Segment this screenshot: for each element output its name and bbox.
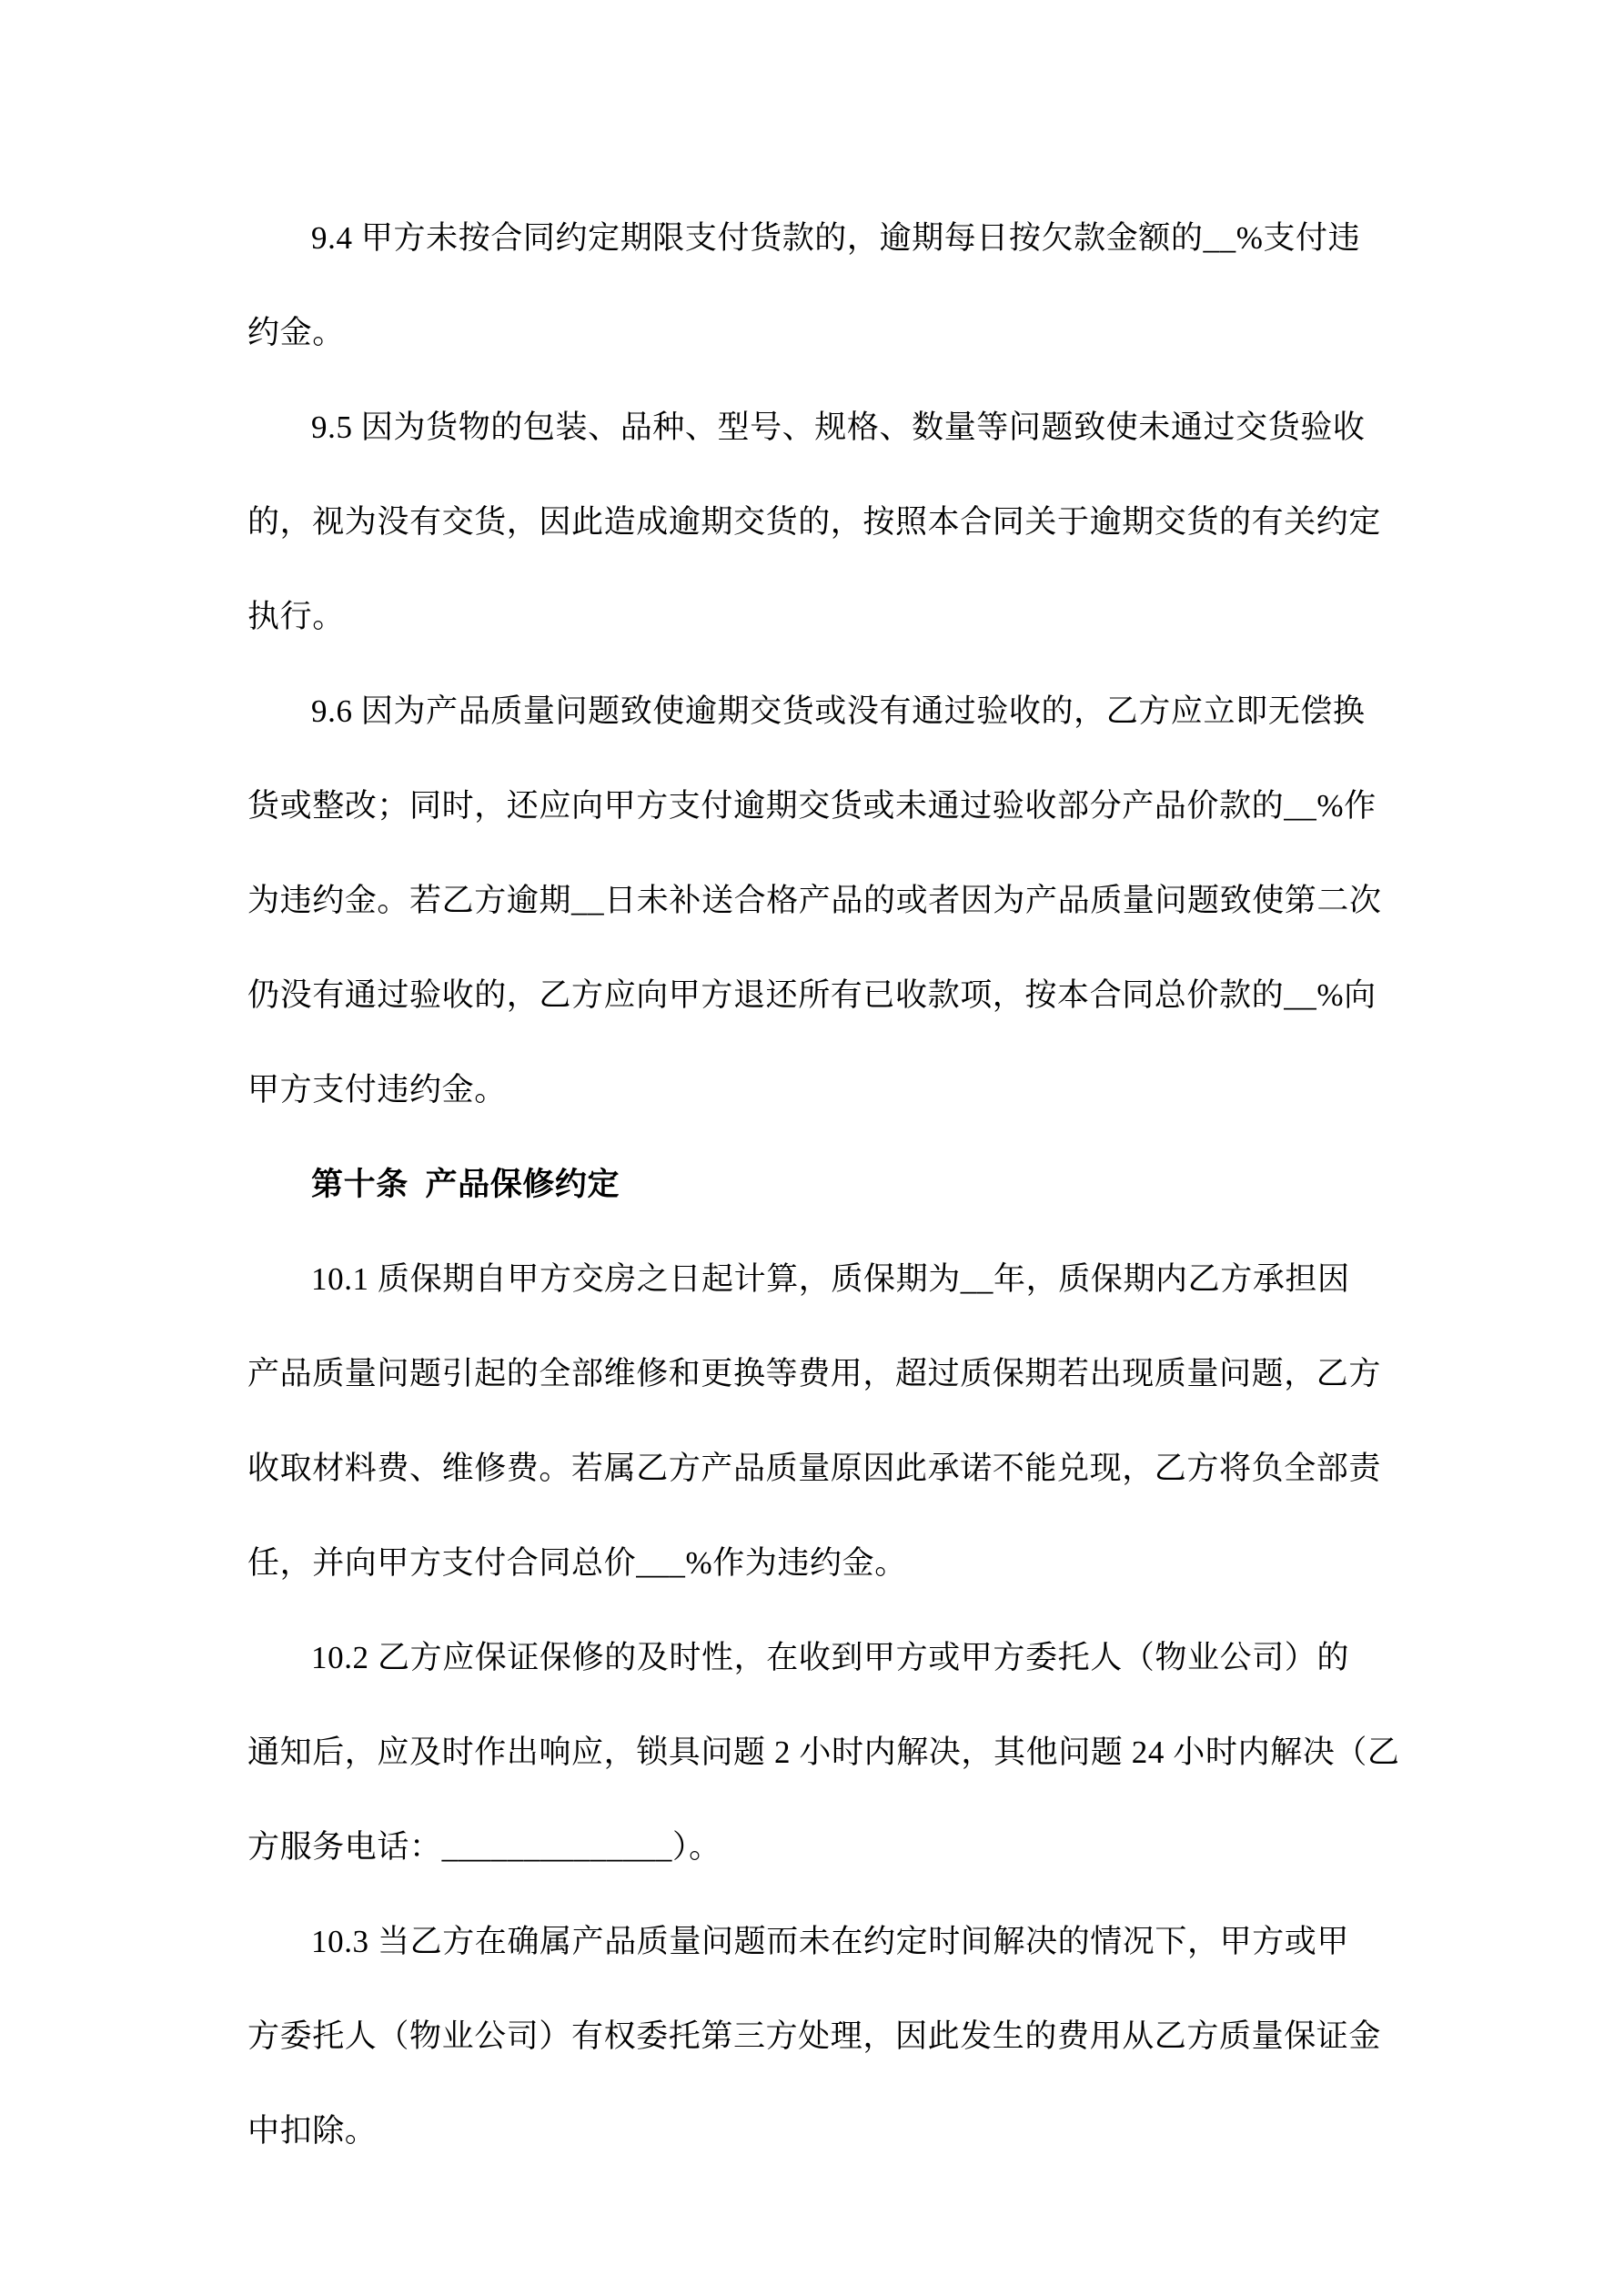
clause-10-1-line-4: 任，并向甲方支付合同总价___%作为违约金。 [247, 1545, 907, 1581]
clause-9-5-line-1: 9.5 因为货物的包装、品种、型号、规格、数量等问题致使未通过交货验收 [311, 410, 1366, 445]
contract-body-text [247, 191, 1426, 2179]
clause-10-1-line-1: 10.1 质保期自甲方交房之日起计算，质保期为__年，质保期内乙方承担因 [311, 1261, 1350, 1297]
clause-10-3-line-3: 中扣除。 [247, 2113, 378, 2149]
clause-9-4-line-2: 约金。 [247, 315, 345, 350]
clause-9-6-line-1: 9.6 因为产品质量问题致使逾期交货或没有通过验收的，乙方应立即无偿换 [311, 693, 1366, 729]
clause-9-6-line-4: 仍没有通过验收的，乙方应向甲方退还所有已收款项，按本合同总价款的__%向 [247, 977, 1377, 1013]
clause-9-6-line-3: 为违约金。若乙方逾期__日未补送合格产品的或者因为产品质量问题致使第二次 [247, 883, 1382, 918]
clause-10-3-line-1: 10.3 当乙方在确属产品质量问题而未在约定时间解决的情况下，甲方或甲 [311, 1924, 1350, 1959]
clause-10-1-line-3: 收取材料费、维修费。若属乙方产品质量原因此承诺不能兑现，乙方将负全部责 [247, 1451, 1382, 1486]
clause-10-1-line-2: 产品质量问题引起的全部维修和更换等费用，超过质保期若出现质量问题，乙方 [247, 1356, 1382, 1391]
clause-10-3-line-2: 方委托人（物业公司）有权委托第三方处理，因此发生的费用从乙方质量保证金 [247, 2018, 1382, 2054]
clause-10-2-line-2: 通知后，应及时作出响应，锁具问题 2 小时内解决，其他问题 24 小时内解决（乙 [247, 1735, 1400, 1770]
clause-10-2-line-1: 10.2 乙方应保证保修的及时性，在收到甲方或甲方委托人（物业公司）的 [311, 1640, 1350, 1675]
article-10-heading: 第十条 产品保修约定 [311, 1167, 620, 1202]
clause-10-2-line-3: 方服务电话：______________）。 [247, 1829, 721, 1865]
clause-9-6-line-5: 甲方支付违约金。 [247, 1072, 507, 1108]
clause-9-5-line-2: 的，视为没有交货，因此造成逾期交货的，按照本合同关于逾期交货的有关约定 [247, 504, 1382, 540]
clause-9-5-line-3: 执行。 [247, 599, 345, 634]
clause-9-4-line-1: 9.4 甲方未按合同约定期限支付货款的，逾期每日按欠款金额的__%支付违 [311, 220, 1361, 256]
clause-9-6-line-2: 货或整改；同时，还应向甲方支付逾期交货或未通过验收部分产品价款的__%作 [247, 788, 1377, 824]
